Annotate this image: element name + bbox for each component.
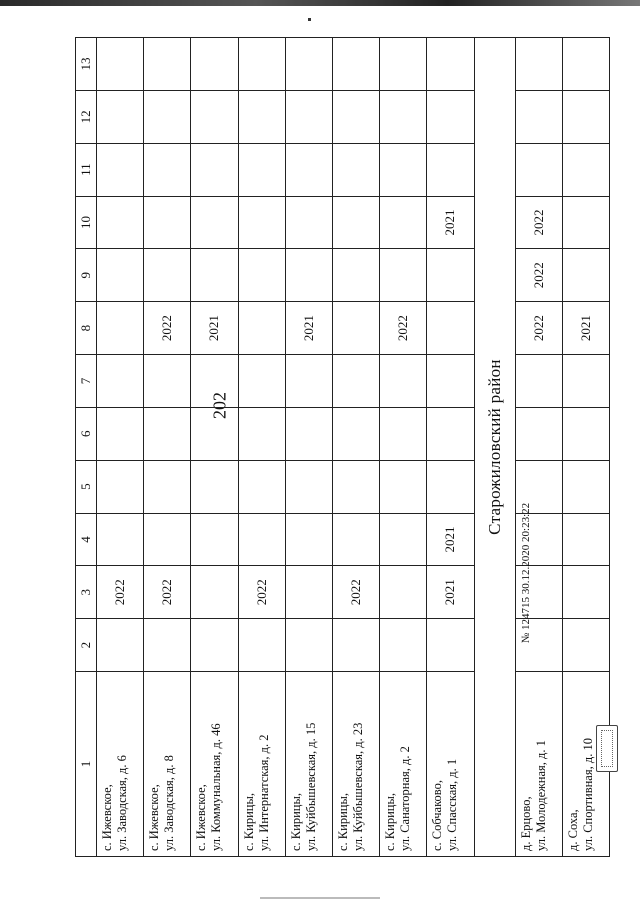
column-header: 1 xyxy=(76,672,97,857)
value-cell xyxy=(97,619,144,672)
address-line: ул. Коммунальная, д. 46 xyxy=(209,723,224,851)
value-cell xyxy=(427,249,474,302)
value-cell xyxy=(238,302,285,355)
table-row xyxy=(144,38,191,857)
table-row xyxy=(238,38,285,857)
value-cell xyxy=(332,355,379,408)
value-cell xyxy=(144,619,191,672)
address-line: д. Соха, xyxy=(565,809,580,851)
column-header: 7 xyxy=(76,355,97,408)
value-cell xyxy=(238,407,285,460)
value-cell xyxy=(144,38,191,91)
address-line: д. Ерцово, xyxy=(518,796,533,851)
table-body xyxy=(97,38,610,857)
value-cell xyxy=(380,38,427,91)
value-cell xyxy=(144,249,191,302)
value-cell xyxy=(285,460,332,513)
value-cell xyxy=(238,249,285,302)
value-cell xyxy=(427,407,474,460)
value-cell xyxy=(285,38,332,91)
value-cell: 2022 xyxy=(515,249,562,302)
address-line: ул. Заводская, д. 8 xyxy=(162,755,177,851)
value-cell xyxy=(332,460,379,513)
address-line: с. Ижевское, xyxy=(147,784,162,851)
value-cell xyxy=(97,249,144,302)
page-number: 202 xyxy=(209,392,230,419)
address-line: с. Кирицы, xyxy=(288,793,303,851)
column-header: 3 xyxy=(76,566,97,619)
value-cell xyxy=(144,90,191,143)
value-cell xyxy=(332,90,379,143)
value-cell xyxy=(97,38,144,91)
column-header: 10 xyxy=(76,196,97,249)
column-header: 5 xyxy=(76,460,97,513)
value-cell: 2022 xyxy=(144,302,191,355)
address-line: ул. Спортивная, д. 10 xyxy=(580,738,595,851)
value-cell xyxy=(285,90,332,143)
address-cell xyxy=(238,672,285,857)
address-line: ул. Санаторная, д. 2 xyxy=(398,746,413,851)
district-title: Старожиловский район xyxy=(474,38,515,857)
value-cell: 2022 xyxy=(97,566,144,619)
value-cell xyxy=(144,407,191,460)
table-header-row xyxy=(76,38,97,857)
value-cell xyxy=(97,355,144,408)
value-cell xyxy=(97,513,144,566)
value-cell xyxy=(238,38,285,91)
value-cell xyxy=(144,196,191,249)
value-cell xyxy=(238,513,285,566)
table-row xyxy=(332,38,379,857)
value-cell: 2022 xyxy=(515,196,562,249)
value-cell xyxy=(562,566,609,619)
value-cell xyxy=(562,143,609,196)
scan-edge-top xyxy=(0,0,640,6)
value-cell xyxy=(427,302,474,355)
value-cell xyxy=(515,407,562,460)
column-header: 13 xyxy=(76,38,97,91)
value-cell xyxy=(562,619,609,672)
value-cell xyxy=(332,143,379,196)
value-cell xyxy=(515,355,562,408)
rotated-table-container xyxy=(75,37,610,857)
value-cell xyxy=(238,460,285,513)
document-id: № 124715 30.12.2020 20:23:22 xyxy=(520,502,532,644)
address-cell xyxy=(332,672,379,857)
value-cell xyxy=(285,355,332,408)
value-cell xyxy=(380,355,427,408)
address-line: с. Кирицы, xyxy=(335,793,350,851)
address-cell xyxy=(191,672,238,857)
column-header: 6 xyxy=(76,407,97,460)
data-table xyxy=(75,37,610,857)
value-cell xyxy=(238,90,285,143)
table-row xyxy=(380,38,427,857)
address-line: ул. Интернатская, д. 2 xyxy=(256,734,271,851)
value-cell xyxy=(380,407,427,460)
column-header: 9 xyxy=(76,249,97,302)
address-line: ул. Куйбышевская, д. 23 xyxy=(350,722,365,851)
value-cell xyxy=(97,460,144,513)
value-cell: 2022 xyxy=(238,566,285,619)
value-cell xyxy=(427,38,474,91)
value-cell xyxy=(427,355,474,408)
district-row xyxy=(474,38,515,857)
address-line: ул. Заводская, д. 6 xyxy=(115,755,129,851)
table-row xyxy=(427,38,474,857)
value-cell xyxy=(285,249,332,302)
address-line: с. Собчаково, xyxy=(430,780,445,851)
column-header: 8 xyxy=(76,302,97,355)
value-cell xyxy=(97,302,144,355)
address-line: с. Кирицы, xyxy=(383,793,398,851)
address-cell xyxy=(380,672,427,857)
address-cell xyxy=(285,672,332,857)
value-cell xyxy=(144,513,191,566)
value-cell xyxy=(191,143,238,196)
value-cell xyxy=(97,143,144,196)
address-line: ул. Молодежная, д. 1 xyxy=(533,740,548,851)
table-row xyxy=(285,38,332,857)
value-cell: 2022 xyxy=(144,566,191,619)
value-cell: 2021 xyxy=(562,302,609,355)
address-line: с. Ижевское, xyxy=(100,784,114,851)
value-cell xyxy=(515,90,562,143)
scan-edge-bottom xyxy=(260,897,380,899)
address-line: с. Ижевское, xyxy=(194,784,209,851)
value-cell xyxy=(332,513,379,566)
value-cell: 2021 xyxy=(427,196,474,249)
value-cell xyxy=(144,355,191,408)
value-cell xyxy=(562,249,609,302)
value-cell xyxy=(285,196,332,249)
address-cell xyxy=(427,672,474,857)
value-cell xyxy=(97,90,144,143)
value-cell: 2021 xyxy=(427,513,474,566)
value-cell: 2022 xyxy=(515,302,562,355)
value-cell xyxy=(562,513,609,566)
value-cell xyxy=(191,355,238,408)
value-cell xyxy=(380,90,427,143)
column-header: 12 xyxy=(76,90,97,143)
value-cell xyxy=(191,619,238,672)
value-cell xyxy=(515,143,562,196)
value-cell xyxy=(380,619,427,672)
registration-stamp xyxy=(596,725,618,772)
address-line: с. Кирицы, xyxy=(241,793,256,851)
value-cell xyxy=(97,196,144,249)
value-cell xyxy=(427,619,474,672)
value-cell xyxy=(332,38,379,91)
value-cell xyxy=(515,38,562,91)
value-cell xyxy=(285,566,332,619)
value-cell xyxy=(238,619,285,672)
value-cell xyxy=(562,196,609,249)
value-cell xyxy=(285,513,332,566)
value-cell xyxy=(380,143,427,196)
value-cell xyxy=(380,460,427,513)
value-cell xyxy=(238,143,285,196)
value-cell: 2022 xyxy=(380,302,427,355)
value-cell xyxy=(562,90,609,143)
value-cell xyxy=(191,513,238,566)
value-cell xyxy=(144,460,191,513)
scan-speck xyxy=(308,18,311,21)
value-cell xyxy=(380,566,427,619)
value-cell xyxy=(332,619,379,672)
value-cell xyxy=(285,407,332,460)
address-cell xyxy=(97,672,144,857)
value-cell xyxy=(380,196,427,249)
address-line: ул. Куйбышевская, д. 15 xyxy=(303,722,318,851)
table-row xyxy=(515,38,562,857)
value-cell xyxy=(427,90,474,143)
value-cell xyxy=(191,38,238,91)
column-header: 2 xyxy=(76,619,97,672)
value-cell: 2021 xyxy=(285,302,332,355)
column-header: 11 xyxy=(76,143,97,196)
value-cell xyxy=(332,407,379,460)
table-row xyxy=(191,38,238,857)
table-row xyxy=(97,38,144,857)
value-cell xyxy=(191,90,238,143)
value-cell xyxy=(238,355,285,408)
column-header: 4 xyxy=(76,513,97,566)
value-cell xyxy=(332,196,379,249)
value-cell xyxy=(562,407,609,460)
value-cell xyxy=(562,460,609,513)
value-cell xyxy=(380,513,427,566)
value-cell xyxy=(97,407,144,460)
value-cell: 2021 xyxy=(191,302,238,355)
value-cell xyxy=(380,249,427,302)
value-cell xyxy=(144,143,191,196)
value-cell xyxy=(332,249,379,302)
value-cell: 2022 xyxy=(332,566,379,619)
value-cell xyxy=(562,355,609,408)
value-cell xyxy=(285,619,332,672)
value-cell xyxy=(191,249,238,302)
value-cell xyxy=(191,196,238,249)
value-cell xyxy=(191,460,238,513)
value-cell xyxy=(332,302,379,355)
value-cell xyxy=(285,143,332,196)
value-cell xyxy=(427,143,474,196)
value-cell xyxy=(191,566,238,619)
address-cell xyxy=(515,672,562,857)
address-cell xyxy=(144,672,191,857)
value-cell xyxy=(238,196,285,249)
address-line: ул. Спасская, д. 1 xyxy=(445,758,460,851)
value-cell: 2021 xyxy=(427,566,474,619)
value-cell xyxy=(562,38,609,91)
value-cell xyxy=(427,460,474,513)
value-cell xyxy=(191,407,238,460)
